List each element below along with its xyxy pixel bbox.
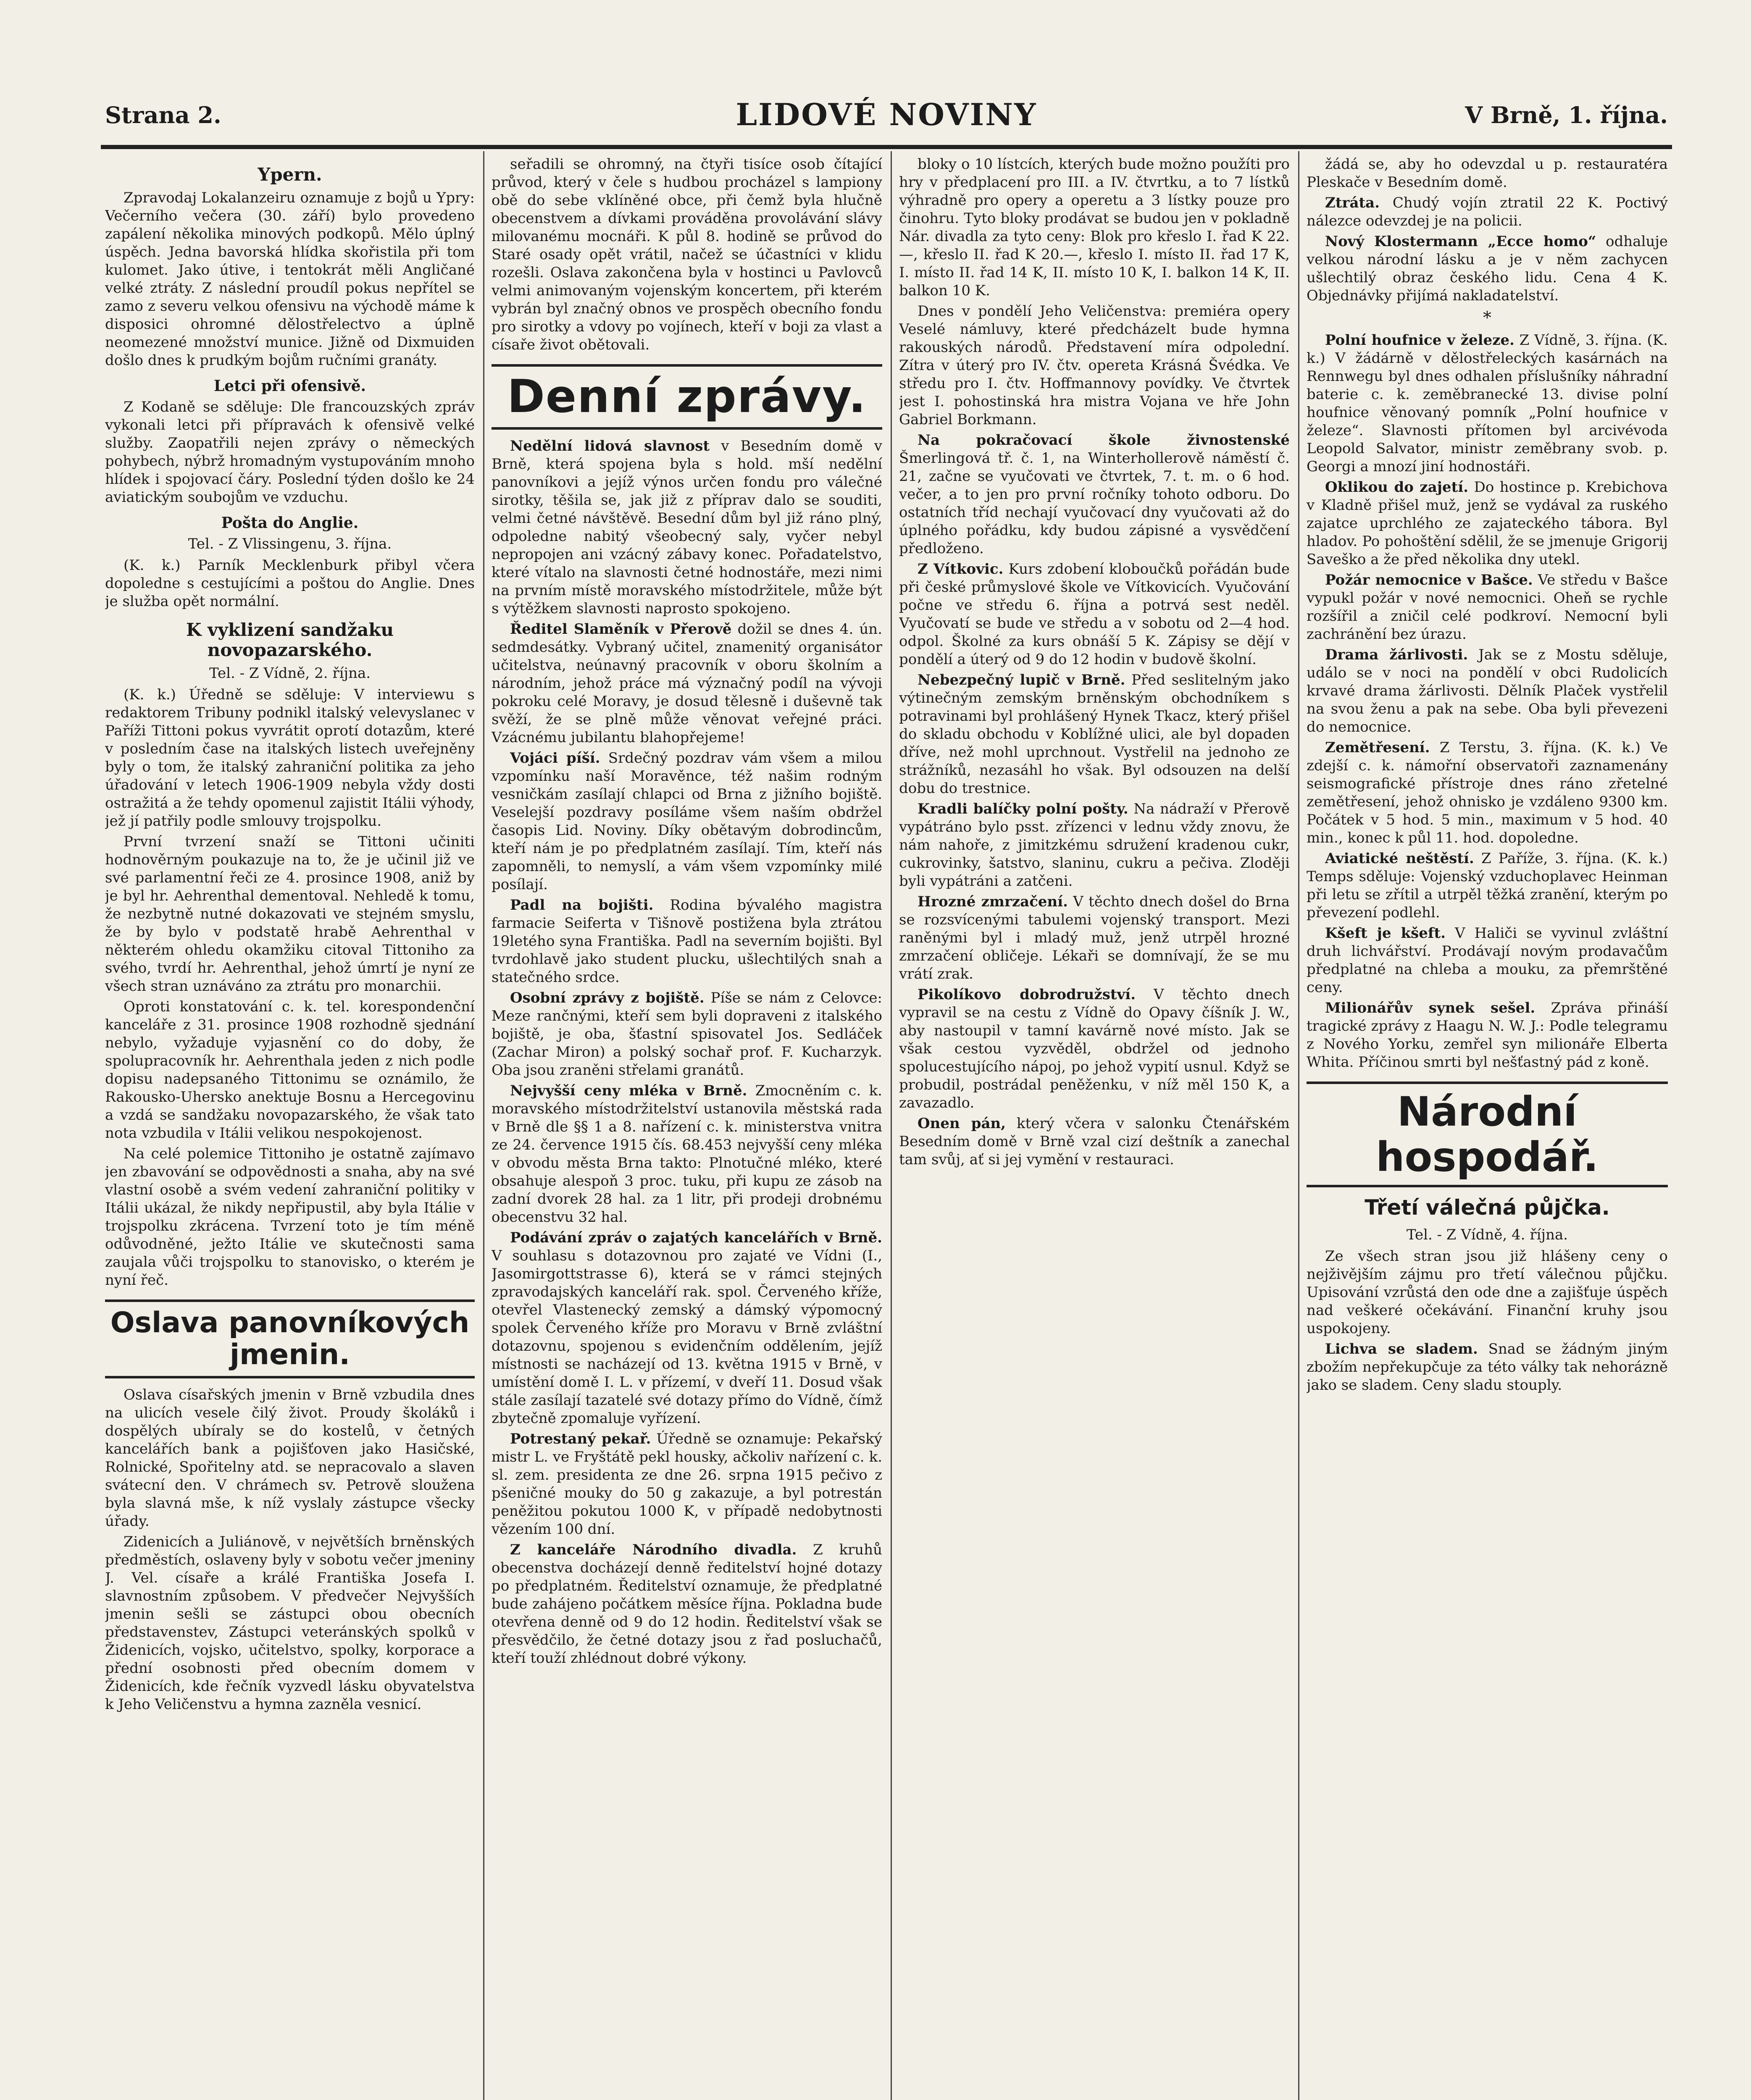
news-text: (K. k.) V žádárně v dělostřeleckých kasárnách na Rennwegu byl dnes odhalen příslušníky náhradní baterie c. k. zeměbranecké 13. divise polní houfnice věnovaný pomník „Polní houfnice v železe“. Slavnosti přítomen byl arcivévoda Leopold Salvator, ministr zeměbrany svob. p. Georgi a mnozí jiní hodnostáři. [1307,332,1668,475]
news-item [492,437,882,618]
news-text: Kurs zdobení kloboučků pořádán bude při české průmyslové škole ve Vítkovicích. Vyučování počne ve středu 6. října a potrvá sest neděl. Vyučovatí se bude ve středu a v sobotu od 2—4 hod. odpol. Školné za kurs obnáší 5 K. Zápisy se dějí v pondělí a úterý od 9 do 12 hodin v budově školní. [899,561,1290,668]
article-body: Oproti konstatování c. k. tel. korespondenční kanceláře z 31. prosince 1908 rozhodně sjednání nebylo, vyžaduje vyjasnění co do doby, že spolupracovník hr. Aehrenthala jeden z nich podle dopisu nadepsaného Tittonimu se oznámilo, že Rakousko-Uhersko anektuje Bosnu a Hercegovinu a vzdá se sandžaku novopazarského, že však tato nota vzbudila v Itálii velikou nespokojenost. [105,998,475,1142]
section-title-denni-zpravy: Denní zprávy. [492,364,882,430]
article-dateline: Tel. - Z Vlissingenu, 3. října. [188,536,392,552]
news-text: odhaluje velkou národní lásku a je v něm zachycen ušlechtilý obraz českého lidu. Cena 4 K. Objednávky přijímá nakladatelství. [1307,233,1668,304]
news-item [492,989,882,1079]
headline-oslava: Oslava panovníkových jmenin. [105,1299,475,1378]
news-text: který včera v salonku Čtenářském Besedním domě v Brně vzal cizí deštník a zanechal tam svůj, ať si jej vymění v restauraci. [899,1115,1290,1168]
news-text: Na nádraží v Přerově vypátráno bylo psst. zřízenci v lednu vždy znovu, že nám nahoře, z jimitzkému sdružení kradenou cukr, cukrovinky, šatstvo, slaninu, cukru a pečiva. Zloději byli vypátráni a zatčeni. [899,801,1290,890]
news-item [899,1115,1290,1169]
article-body: Ze všech stran jsou již hlášeny ceny o nejživějším zájmu pro třetí válečnou půjčku. Upisování vzrůstá den ode dne a zajišťuje úspěch nad veškeré očekávání. Finanční kruhy jsou uspokojeny. [1307,1248,1668,1337]
news-lead: Nebezpečný lupič v Brně. [918,672,1125,688]
news-item [492,1229,882,1428]
news-item [1307,571,1668,643]
article-body: Z Kodaně se sděluje: Dle francouzských zpráv vykonali letci při přípravách k ofensivě velké služby. Zaopatřili nejen zprávy o německých pohybech, nýbrž hromadným vystupováním mnoho hlídek i spojovací čáry. Poslední týden došlo ke 24 aviatickým soubojům ve vzduchu. [105,399,475,506]
news-text: Zmocněním c. k. moravského místodržitelství ustanovila městská rada v Brně dle §§ 1 a 8. nařízení c. k. ministerstva vnitra ze 24. července 1915 čís. 68.453 nejvyšší ceny mléka v obvodu města Brna takto: Plnotučné mléko, které obsahuje alespoň 3 proc. tuku, při kupu ze zásob na zadní dvorek 28 hal. za 1 litr, při prodeji drobnému obecenstvu 32 hal. [492,1082,882,1226]
news-text: Šmerlingová tř. č. 1, na Winterhollerově náměstí č. 21, začne se vyučovati ve čtvrtek, 7. t. m. o 6 hod. večer, a to jen pro první ročníky tohoto odboru. Do ostatních tříd nechají vyučovací dny vyučovati až do úplného pořádku, kdy budou zápisné a vysvědčení předloženo. [899,450,1290,557]
headline-posta: Pošta do Anglie. [221,514,359,532]
news-item [492,1541,882,1667]
news-lead: Nedělní lidová slavnost [510,438,710,454]
headline-ypern: Ypern. [258,164,322,185]
article-body: Dnes v pondělí Jeho Veličenstva: premiéra opery Veselé námluvy, které předcházelt bude hymna rakouských národů. Představení míra odpolední. Zítra v úterý pro IV. čtv. opereta Krásná Švédka. Ve středu pro I. čtv. Hoffmannovy povídky. Ve čtvrtek jest I. pohostinská hra mistra Vojana ve hře John Gabriel Borkmann. [899,303,1290,428]
news-text: Snad se žádným jiným zbožím nepřekupčuje za této války tak nehorázně jako se sladem. Ceny sladu stouply. [1307,1341,1668,1394]
news-lead: Kradli balíčky polní pošty. [918,801,1128,817]
article-body: žádá se, aby ho odevzdal u p. restauratéra Pleskače v Besedním domě. [1307,156,1668,191]
news-item [899,560,1290,669]
news-lead: Potrestaný pekař. [510,1431,651,1447]
news-text: V těchto dnech došel do Brna se rozsvícenými tabulemi vojenský transport. Mezi raněnými byl i mladý muž, jenž utrpěl hrozné zmrzačení obličeje. Lékaři se domnívají, že se mu vrátí zrak. [899,893,1290,982]
news-text: V těchto dnech vypravil se na cestu z Vídně do Opavy číšník J. W., aby nastoupil v tamní kavárně nové místo. Jak se však cestou vyzvěděl, obdržel od jednoho spolucestujícího nápoj, po jehož vypití usnul. Když se probudil, postrádal peněženku, v níž měl 150 K, a zavazadlo. [899,986,1290,1111]
article-body: Oslava císařských jmenin v Brně vzbudila dnes na ulicích vesele čilý život. Proudy školáků i dospělých ubíraly se do kostelů, v četných kancelářích bank a pojišťoven jako Hasičské, Rolnické, Spořitelny atd. se nepracovalo a slaven svátecní den. V chrámech sv. Petrově sloužena byla slavná mše, k níž vyslaly zástupce všecky úřady. [105,1386,475,1530]
news-lead: Vojáci píší. [510,750,600,766]
news-text: Ve středu v Bašce vypukl požár v nové nemocnici. Oheň se rychle rozšířil a zničil celé podkroví. Nemocní byli zachránění bez úrazu. [1307,572,1668,643]
news-item [1307,646,1668,736]
news-lead: Z kanceláře Národního divadla. [510,1541,797,1558]
news-text: Zpráva přináší tragické zprávy z Haagu N. W. J.: Podle telegramu z Nového Yorku, zemřel syn milionáře Elberta Whita. Příčinou smrti byl nešťastný pád z koně. [1307,1000,1668,1071]
news-text: Z Terstu, 3. října. (K. k.) Ve zdejší c. k. námořní observatoři zaznamenány seismografické přístroje dnes ráno zřetelné zemětřesení, jehož ohnisko je vzdáleno 9300 km. Počátek v 5 hod. 5 min., maximum v 5 hod. 40 min., konec k půl 11. hod. dopoledne. [1307,739,1668,846]
news-item [899,893,1290,983]
article-body: bloky o 10 lístcích, kterých bude možno použíti pro hry v předplacení pro III. a IV. čtvrtku, a to 7 lístků výhradně pro opery a operetu a 3 lístky pouze pro činohru. Tyto bloky prodávat se budou jen v pokladně Nár. divadla za tyto ceny: Blok pro křeslo I. řad K 22.—, křeslo II. řad K 20.—, křeslo I. místo II. řad 17 K, I. místo II. řad 14 K, II. místo 10 K, I. balkon 14 K, II. balkon 10 K. [899,156,1290,299]
news-item [899,800,1290,890]
news-item [492,749,882,894]
news-lead: Onen pán, [918,1115,1006,1132]
article-body: První tvrzení snaží se Tittoni učiniti hodnověrným poukazuje na to, že je učinil již ve své parlamentní řeči ze 4. prosince 1908, aniž by je byl hr. Aehrenthal dementoval. Nehledě k tomu, že nezbytně nutné dokazovati ve stejném smyslu, že by bylo v podstatě hrabě Aehrenthal v některém ohledu okamžiku citoval Tittoniho za svého, tvrdí hr. Aehrenthal, jehož úmrtí je nyní ze všech stran uznáváno za ztrátu pro monarchii. [105,833,475,995]
article-body: (K. k.) Parník Mecklenburk přibyl včera dopoledne s cestujícími a poštou do Anglie. Dnes je služba opět normální. [105,557,475,610]
news-item [1307,999,1668,1071]
column-divider [1298,151,1299,2100]
news-text: V Haliči se vyvinul zvláštní druh lichvářství. Prodávají novým prodavačům předplatné na chleba a mouku, za přemrštěné ceny. [1307,925,1668,996]
column-2 [492,155,882,2100]
news-item [1307,739,1668,847]
article-dateline: Tel. - Z Vídně, 4. října. [1406,1226,1568,1243]
news-text: Do hostince p. Krebichova v Kladně přišel muž, jenž se vydával za ruského zajatce uprchlého ze zajateckého tábora. Byl hladov. Po pohoštění sdělil, že se jmenuje Grigorij Saveško a že před několika dny utekl. [1307,479,1668,568]
page-header [105,89,1668,139]
article-body: (K. k.) Úředně se sděluje: V interviewu s redaktorem Tribuny podnikl italský velevyslanec v Paříži Tittoni pokus vyvrátit oprotí dotazům, které v posledním čase na italských listech uveřejněny byly o tom, že italský zahraniční politika za jeho úřadování v letech 1906-1909 nebyla vždy dosti ostražitá a že tehdy opomenul zajistit Itálii výhody, jež jí patřily podle smlouvy trojspolku. [105,686,475,830]
news-item [492,1430,882,1538]
section-title-narodni-hospodar: Národní hospodář. [1307,1082,1668,1187]
header-rule [101,145,1672,149]
news-text: Z kruhů obecenstva docházejí denně ředitelství hojné dotazy po předplatném. Ředitelství oznamuje, že předplatné bude zahájeno počátkem měsíce října. Pokladna bude otevřena denně od 9 do 12 hodin. Ředitelství však se přesvědčilo, že četné dotazy jsou z řad posluchačů, kteří touží zhlédnout dobré výkony. [492,1541,882,1667]
news-lead: Osobní zprávy z bojiště. [510,990,705,1006]
headline-sandzak: K vyklizení sandžaku novopazarského. [186,620,394,660]
column-1 [105,155,475,2100]
news-item [492,620,882,747]
headline-letci: Letci při ofensivě. [213,377,366,395]
news-text: V souhlasu s dotazovnou pro zajaté ve Vídni (I., Jasomirgottstrasse 6), která se v rámci stejných zpravodajských kanceláří rak. spol. Červeného kříže, otevřel Vlastenecký zemský a dámský výpomocný spolek Červeného kříže pro Moravu v Brně zvláštní dotazovnu, spojenou s evidenčním oddělením, jejíž místnosti se nacházejí od 13. května 1915 v Brně, v umístění domě I. L. v přízemí, v dveří 11. Dosud však stále zasílají tazatelé své dotazy přímo do Vídně, čímž zbytečně zpomaluje vyřízení. [492,1247,882,1427]
news-item [1307,924,1668,997]
news-lead: Nový Klostermann „Ecce homo“ [1325,233,1596,250]
news-lead: Na pokračovací škole živnostenské [918,432,1290,449]
column-4 [1307,155,1668,2100]
separator-star: * [1483,308,1491,328]
news-lead: Milionářův synek sešel. [1325,1000,1535,1016]
article-body: Zpravodaj Lokalanzeiru oznamuje z bojů u Ypry: Večerního večera (30. září) bylo provedeno zapálení několika minových podkopů. Mělo úplný úspěch. Jedna bavorská hlídka skořistila při tom kulomet. Jako útive, i tentokrát měli Angličané velké ztráty. Z následní proudíl pokus nepřítel se zamo z severu velkou ofensivu na východě máme k disposici ohromné dělostřelectvo a úplně neomezené množství munice. Jižně od Dixmuiden došlo dnes k prudkým bojům ručními granáty. [105,189,475,369]
news-text: Rodina bývalého magistra farmacie Seiferta v Tišnově postižena byla ztrátou 19letého syna Františka. Padl na severním bojišti. Byl tvrdohlavě jako student plucku, ušlechtilých snah a statečného srdce. [492,897,882,986]
news-text: Srdečný pozdrav vám všem a milou vzpomínku naší Moravěnce, též našim rodným vesničkám zasílají chlapci od Brna z jižního bojiště. Veselejší pozdravy posíláme všem naším obdržel časopis Lid. Noviny. Díky obětavým dobrodincům, kteří nám je po předplatném zasílají. Tím, kteří nás zapomněli, to nemyslí, a vám všem vzpomínky milé posílají. [492,750,882,893]
news-lead: Ztráta. [1325,194,1380,211]
news-lead: Požár nemocnice v Bašce. [1325,572,1533,588]
news-text: Před seslitelným jako výtinečným zemským brněnským obchodníkem s potravinami byl prohlášený Hynek Tkacz, který přišel do skladu obchodu v Koblížné ulici, ale byl dopaden dříve, než mohl uprchnout. Vystřelil na jednoho ze strážníků, nezasáhl ho však. Byl odsouzen na delší dobu do trestnice. [899,672,1290,797]
news-text: Jak se z Mostu sděluje, událo se v noci na pondělí v obci Rudolicích krvavé drama žárlivosti. Dělník Plaček vystřelil na svou ženu a pak na sebe. Oba byli převezeni do nemocnice. [1307,646,1668,735]
header-dateline: V Brně, 1. října. [1465,102,1668,129]
news-item [1307,331,1668,476]
news-item [899,431,1290,558]
news-lead: Ředitel Slaměník v Přerově [510,621,732,638]
news-lead: Zemětřesení. [1325,739,1430,756]
news-item [1307,850,1668,922]
news-item [899,986,1290,1112]
news-lead: Podávání zpráv o zajatých kancelářích v Brně. [510,1229,882,1246]
news-item [1307,233,1668,305]
column-divider [891,151,892,2100]
news-item [1307,194,1668,230]
news-lead: Padl na bojišti. [510,897,654,914]
news-lead: Hrozné zmrzačení. [918,893,1068,910]
article-body: Na celé polemice Tittoniho je ostatně zajímavo jen zbavování se odpovědnosti a snaha, aby na své vlastní osobě a svém vedení zahraniční politiky v Itálii ukázal, že nikdy nepřipustil, aby byla Itálie v trojspolku zkrácena. Tvrzení toto je tím méně odůvodněné, ježto Itálie ve skutečnosti sama zaujala vůči trojspolku to stanovisko, o kterém je nyní řeč. [105,1145,475,1289]
news-text: Píše se nám z Celovce: Meze rančnými, kteří sem byli dopraveni z italského bojiště, je oba, šťastní spisovatel Jos. Sedláček (Zachar Miron) a polský sochař prof. F. Kucharzyk. Oba jsou zraněni střelami granátů. [492,990,882,1079]
column-3 [899,155,1290,2100]
news-lead: Lichva se sladem. [1325,1341,1478,1357]
news-item [492,896,882,987]
news-lead: Nejvyšší ceny mléka v Brně. [510,1082,747,1099]
news-lead: Kšeft je kšeft. [1325,925,1446,942]
news-lead: Pikolíkovo dobrodružství. [918,986,1136,1003]
article-body: Zidenicích a Juliánově, v největších brněnských předměstích, oslaveny byly v sobotu večer jmeniny J. Vel. císaře a králé Františka Josefa I. slavnostním způsobem. V předvečer Nejvyšších jmenin sešli se zástupci obou obecních představenstev, Zástupci veteránských spolků v Židenicích, vojsko, učitelstvo, spolky, korporace a přední osobnosti před obecním domem v Židenicích, kde řečník vyzvedl lásku obyvatelstva k Jeho Veličenstvu a hymna zazněla vesnicí. [105,1533,475,1713]
news-lead: Oklikou do zajetí. [1325,479,1469,496]
headline-valecna-pujcka: Třetí válečná půjčka. [1365,1195,1610,1220]
page-number: Strana 2. [105,102,221,129]
masthead: LIDOVÉ NOVINY [736,97,1037,132]
news-lead: Polní houfnice v železe. [1325,332,1514,349]
news-lead: Z Vítkovic. [918,561,1004,578]
news-item [1307,1340,1668,1394]
news-text: Chudý vojín ztratil 22 K. Poctivý nálezce odevzdej je na policii. [1307,194,1668,229]
news-item [899,671,1290,798]
news-item [1307,478,1668,569]
article-body: seřadili se ohromný, na čtyři tisíce osob čítající průvod, který v čele s hudbou procházel s lampiony obě do sebe vklíněné obce, při čemž byla hlučně obecenstvem a dívkami prováděna provolávání slávy milovanému mocnáři. K půl 8. hodině se průvod do Staré osady opět vrátil, načež se účastníci v klidu rozešli. Oslava zakončena byla v hostinci u Pavlovců velmi animovaným vojenským koncertem, při kterém vybrán byl značný obnos ve prospěch obecního fondu pro sirotky a vdovy po vojínech, kteří v boji za vlast a císaře život obětovali. [492,156,882,353]
news-text: Z Paříže, 3. října. (K. k.) Temps sděluje: Vojenský vzduchoplavec Heinman při letu se zřítil a utrpěl těžká zranění, kterým po převezení podlehl. [1307,850,1668,921]
news-text: dožil se dnes 4. ún. sedmdesátky. Vybraný učitel, znamenitý organisátor učitelstva, neúnavný pracovník v oboru školním a národním, jehož práce má význačný podíl na vývoji pokroku celé Moravy, je dosud tělesně i duševně tak svěží, že se plně může věnovat veřejné práci. Vzácnému jubilantu blahopřejeme! [492,621,882,746]
news-item [492,1082,882,1226]
article-dateline: Tel. - Z Vídně, 2. října. [209,665,371,682]
news-lead: Aviatické neštěstí. [1325,850,1474,867]
news-text: v Besedním domě v Brně, která spojena byla s hold. mší nedělní panovníkovi a jejíž výnos určen fondu pro válečné sirotky, těšila se, jak již z příprav dalo se souditi, velmi četné návštěvě. Besední dům byl již ráno plný, odpoledne nabitý všeobecný saly, vyčer nebyl nepropojen ani vzácný zábavy konec. Pořadatelstvo, které vítalo na slavnosti četné hodnostáře, mezi nimi na prvním místě moravského místodržitele, může být s výtěžkem slavnosti naprosto spokojeno. [492,438,882,617]
column-divider [483,151,484,2100]
news-text: Úředně se oznamuje: Pekařský mistr L. ve Fryštátě pekl housky, ačkoliv nařízení c. k. sl. zem. presidenta ze dne 26. srpna 1915 pečivo z pšeničné mouky do 50 g zakazuje, a byl potrestán peněžitou pokutou 1000 K, v případě nedobytnosti vězením 100 dní. [492,1431,882,1538]
news-lead: Drama žárlivosti. [1325,646,1468,663]
news-dateline: Z Vídně, 3. října. [1519,332,1642,349]
